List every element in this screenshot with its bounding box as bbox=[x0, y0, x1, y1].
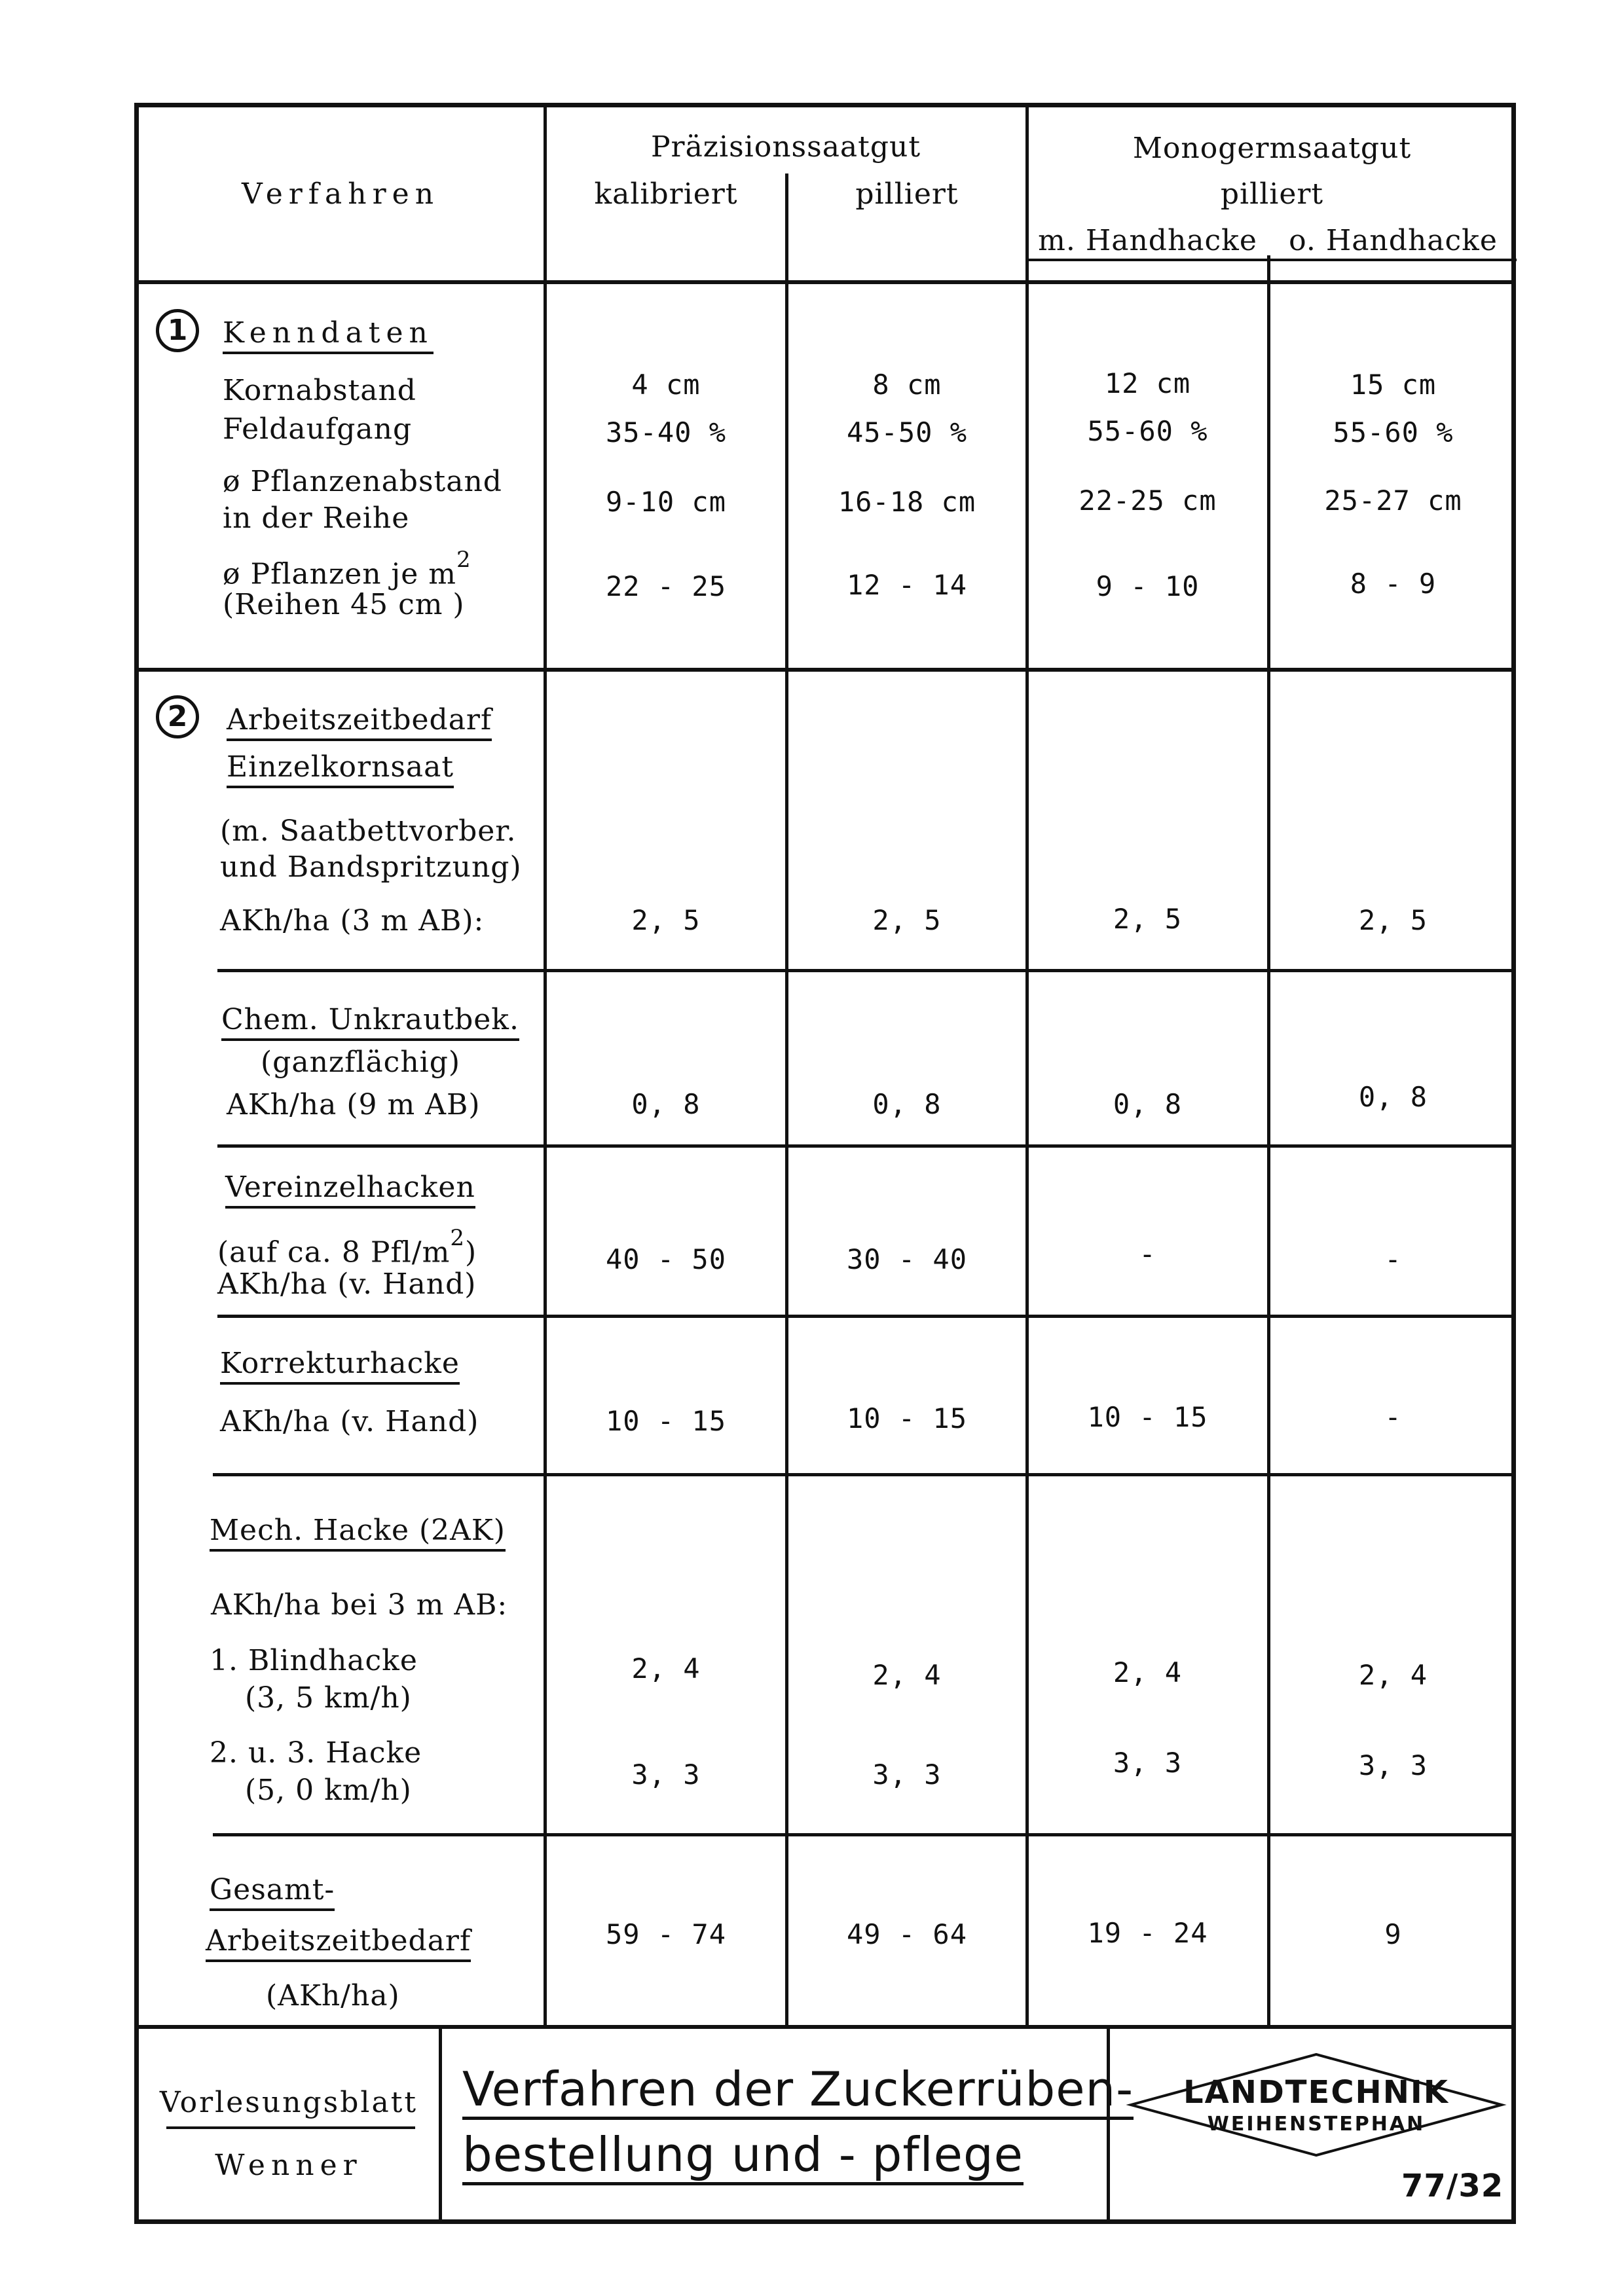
mech-hacke-2: (5, 0 km/h) bbox=[245, 1774, 412, 1807]
vereinzel-pilliert: 30 - 40 bbox=[846, 1243, 967, 1275]
mech-label-1: Mech. Hacke (2AK) bbox=[210, 1516, 506, 1552]
pflanzenabstand-o-handhacke: 25-27 cm bbox=[1324, 484, 1462, 517]
label-pflanzenabstand-2: in der Reihe bbox=[223, 501, 410, 535]
pflanzen-pilliert: 12 - 14 bbox=[846, 569, 967, 601]
footer-wenner: Wenner bbox=[215, 2149, 363, 2182]
saat-pilliert: 2, 5 bbox=[872, 904, 942, 936]
footer-col-line-1 bbox=[439, 2025, 442, 2221]
row-line-chem bbox=[217, 1144, 1516, 1148]
section-2-marker: 2 bbox=[156, 695, 199, 738]
feldaufgang-m-handhacke: 55-60 % bbox=[1087, 415, 1208, 447]
vereinzel-label-2-end: ) bbox=[465, 1235, 477, 1269]
korrektur-label-2: AKh/ha (v. Hand) bbox=[220, 1405, 479, 1438]
label-pflanzen-2: (Reihen 45 cm ) bbox=[223, 588, 465, 621]
gesamt-m-handhacke: 19 - 24 bbox=[1087, 1917, 1208, 1949]
label-feldaufgang: Feldaufgang bbox=[223, 412, 413, 446]
header-mono-pilliert: pilliert bbox=[1220, 177, 1324, 211]
saat-o-handhacke: 2, 5 bbox=[1358, 904, 1428, 936]
row-line-vereinzel bbox=[217, 1315, 1516, 1318]
vereinzel-label-2-sup: 2 bbox=[450, 1225, 465, 1251]
kornabstand-pilliert: 8 cm bbox=[872, 369, 942, 401]
vereinzel-label-2 bbox=[217, 1225, 477, 1269]
section-1-marker: 1 bbox=[156, 309, 199, 352]
label-pflanzenabstand-1: ø Pflanzenabstand bbox=[223, 465, 502, 498]
hacke-m-handhacke: 3, 3 bbox=[1113, 1747, 1183, 1779]
section-2-title-2: Einzelkornsaat bbox=[227, 753, 454, 788]
footer-title-2: bestellung und - pflege bbox=[462, 2131, 1024, 2185]
vereinzel-label-2-text: (auf ca. 8 Pfl/m bbox=[217, 1235, 451, 1269]
header-praezisionssaatgut: Präzisionssaatgut bbox=[650, 130, 921, 164]
kornabstand-kalibriert: 4 cm bbox=[631, 369, 701, 401]
saat-label-1: (m. Saatbettvorber. bbox=[220, 814, 517, 848]
saat-label-3: AKh/ha (3 m AB): bbox=[220, 904, 485, 938]
chem-label-3: AKh/ha (9 m AB) bbox=[227, 1088, 481, 1121]
mech-blind-1: 1. Blindhacke bbox=[210, 1644, 418, 1677]
weihenstephan-logo-text: WEIHENSTEPHAN bbox=[1207, 2113, 1426, 2136]
page-number: 77/32 bbox=[1401, 2168, 1504, 2204]
korrektur-m-handhacke: 10 - 15 bbox=[1087, 1401, 1208, 1433]
header-bottom-line bbox=[134, 280, 1516, 284]
vereinzel-label-1: Vereinzelhacken bbox=[225, 1173, 475, 1209]
korrektur-o-handhacke: - bbox=[1384, 1401, 1402, 1433]
chem-label-1: Chem. Unkrautbek. bbox=[221, 1006, 519, 1041]
section-2-title-1: Arbeitszeitbedarf bbox=[227, 706, 492, 741]
header-kalibriert: kalibriert bbox=[594, 177, 738, 211]
chem-kalibriert: 0, 8 bbox=[631, 1088, 701, 1120]
saat-kalibriert: 2, 5 bbox=[631, 904, 701, 936]
row-line-korrektur bbox=[213, 1473, 1516, 1476]
pflanzen-o-handhacke: 8 - 9 bbox=[1350, 568, 1437, 600]
header-verfahren: Verfahren bbox=[241, 177, 440, 211]
label-pflanzen-text: ø Pflanzen je m bbox=[223, 557, 456, 591]
chem-o-handhacke: 0, 8 bbox=[1358, 1081, 1428, 1113]
gesamt-label-1: Gesamt- bbox=[210, 1876, 335, 1911]
gesamt-o-handhacke: 9 bbox=[1384, 1918, 1402, 1950]
gesamt-label-3: (AKh/ha) bbox=[266, 1979, 400, 2013]
feldaufgang-pilliert: 45-50 % bbox=[846, 416, 967, 448]
footer-top-line bbox=[134, 2025, 1516, 2029]
blind-kalibriert: 2, 4 bbox=[631, 1652, 701, 1685]
vereinzel-m-handhacke: - bbox=[1139, 1238, 1156, 1270]
header-m-handhacke: m. Handhacke bbox=[1038, 224, 1257, 257]
pflanzenabstand-pilliert: 16-18 cm bbox=[838, 486, 976, 518]
hacke-pilliert: 3, 3 bbox=[872, 1758, 942, 1791]
footer-left-divider bbox=[166, 2126, 415, 2129]
header-o-handhacke: o. Handhacke bbox=[1289, 224, 1498, 257]
vereinzel-kalibriert: 40 - 50 bbox=[605, 1243, 726, 1275]
feldaufgang-o-handhacke: 55-60 % bbox=[1333, 416, 1454, 448]
label-kornabstand: Kornabstand bbox=[223, 374, 416, 407]
feldaufgang-kalibriert: 35-40 % bbox=[605, 416, 726, 448]
mono-subheader-line bbox=[1025, 259, 1517, 261]
section1-bottom-line bbox=[134, 668, 1516, 672]
footer-title-1: Verfahren der Zuckerrüben- bbox=[462, 2066, 1134, 2120]
gesamt-kalibriert: 59 - 74 bbox=[605, 1918, 726, 1950]
blind-o-handhacke: 2, 4 bbox=[1358, 1659, 1428, 1691]
chem-m-handhacke: 0, 8 bbox=[1113, 1088, 1183, 1120]
row-line-saat bbox=[217, 969, 1516, 972]
blind-pilliert: 2, 4 bbox=[872, 1659, 942, 1691]
hacke-o-handhacke: 3, 3 bbox=[1358, 1749, 1428, 1781]
vereinzel-label-3: AKh/ha (v. Hand) bbox=[217, 1267, 477, 1301]
chem-pilliert: 0, 8 bbox=[872, 1088, 942, 1120]
mech-label-2: AKh/ha bei 3 m AB: bbox=[211, 1588, 508, 1622]
gesamt-label-2: Arbeitszeitbedarf bbox=[206, 1927, 471, 1962]
blind-m-handhacke: 2, 4 bbox=[1113, 1656, 1183, 1688]
footer-col-line-2 bbox=[1107, 2025, 1110, 2221]
korrektur-kalibriert: 10 - 15 bbox=[605, 1405, 726, 1437]
mech-blind-2: (3, 5 km/h) bbox=[245, 1681, 412, 1715]
saat-m-handhacke: 2, 5 bbox=[1113, 903, 1183, 935]
mech-hacke-1: 2. u. 3. Hacke bbox=[210, 1736, 422, 1770]
row-line-mech bbox=[213, 1833, 1516, 1836]
chem-label-2: (ganzflächig) bbox=[261, 1046, 461, 1079]
korrektur-label-1: Korrekturhacke bbox=[220, 1349, 460, 1385]
header-monogermsaatgut: Monogermsaatgut bbox=[1132, 132, 1412, 165]
header-pilliert: pilliert bbox=[855, 177, 959, 211]
saat-label-2: und Bandspritzung) bbox=[220, 850, 522, 884]
kornabstand-m-handhacke: 12 cm bbox=[1104, 367, 1191, 399]
section-1-title: Kenndaten bbox=[223, 319, 434, 354]
pflanzenabstand-m-handhacke: 22-25 cm bbox=[1079, 484, 1217, 517]
pflanzen-m-handhacke: 9 - 10 bbox=[1096, 570, 1200, 602]
footer-vorlesungsblatt: Vorlesungsblatt bbox=[159, 2086, 418, 2119]
label-pflanzen-sup: 2 bbox=[456, 547, 471, 573]
kornabstand-o-handhacke: 15 cm bbox=[1350, 369, 1437, 401]
pflanzen-kalibriert: 22 - 25 bbox=[605, 570, 726, 602]
pflanzenabstand-kalibriert: 9-10 cm bbox=[605, 486, 726, 518]
vereinzel-o-handhacke: - bbox=[1384, 1243, 1402, 1275]
label-pflanzen-1 bbox=[223, 547, 471, 591]
gesamt-pilliert: 49 - 64 bbox=[846, 1918, 967, 1950]
landtechnik-logo-text: LANDTECHNIK bbox=[1183, 2074, 1449, 2111]
hacke-kalibriert: 3, 3 bbox=[631, 1758, 701, 1791]
korrektur-pilliert: 10 - 15 bbox=[846, 1402, 967, 1434]
